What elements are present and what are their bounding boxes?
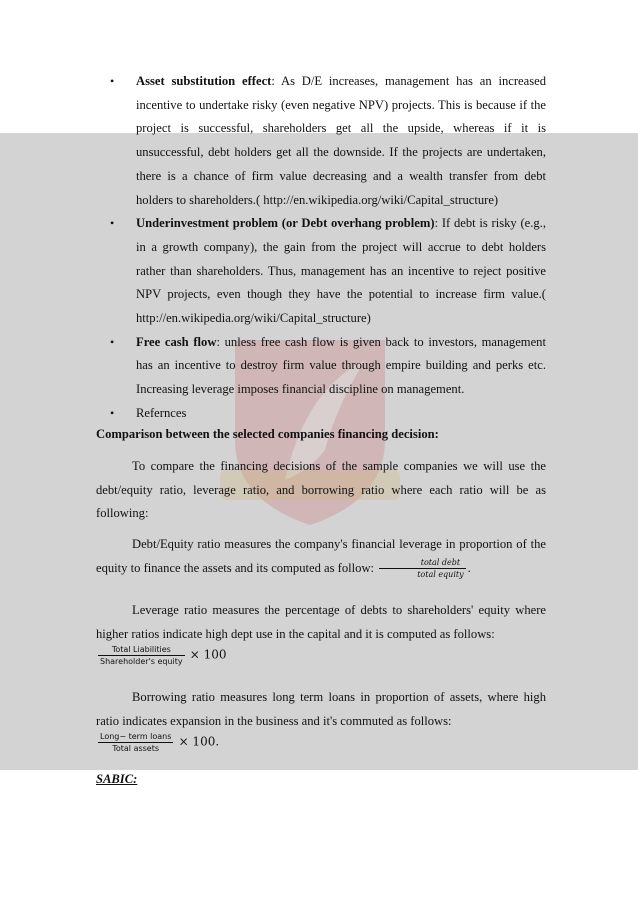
bullet-text: : If debt is risky (e.g., in a growth company), the gain from the project will accrue to debt holders rather than shareholders. Thus, management has an incentive to reject positive NPV projects, even though they have the potential to increase firm value.( http://en.wikipedia.org/wiki/Capital_structure) [136, 216, 546, 326]
borrowing-formula [96, 731, 219, 754]
leverage-multiplier: × 100 [189, 647, 227, 662]
de-ratio-paragraph [96, 533, 546, 580]
de-ratio-numerator: total debt [379, 557, 465, 569]
list-item [96, 212, 546, 331]
bullet-list [96, 70, 546, 426]
bullet-icon: • [110, 74, 115, 88]
leverage-fraction [98, 644, 185, 667]
bullet-label: Free cash flow [136, 334, 217, 349]
leverage-numerator: Total Liabilities [98, 644, 185, 656]
bullet-label: Asset substitution effect [136, 74, 272, 88]
de-ratio-end: . [467, 560, 471, 575]
bullet-text: : unless free cash flow is given back to investors, management has an incentive to destroy firm value through empire building and perks etc. Increasing leverage imposes financial discipline on management. [136, 334, 546, 397]
leverage-denominator: Shareholder's equity [100, 657, 183, 666]
bullet-icon: • [110, 216, 115, 231]
section-heading: Comparison between the selected companies financing decision: [96, 427, 439, 441]
bullet-text: Refernces [136, 405, 187, 420]
list-item [96, 402, 546, 426]
borrowing-numerator: Long− term loans [100, 732, 172, 741]
list-item [96, 70, 546, 212]
bullet-label: Underinvestment problem (or Debt overhang problem) [136, 216, 435, 231]
intro-paragraph: To compare the financing decisions of the sample companies we will use the debt/equity ratio, leverage ratio, and borrowing ratio where each ratio will be as following: [96, 459, 546, 521]
borrowing-paragraph: Borrowing ratio measures long term loans in proportion of assets, where high ratio indicates expansion in the business and it's commuted as follows: [96, 690, 546, 728]
leverage-paragraph: Leverage ratio measures the percentage of debts to shareholders' equity where higher ratios indicate high dept use in the capital and it is computed as follows: [96, 603, 546, 641]
list-item [96, 331, 546, 402]
de-ratio-text: Debt/Equity ratio measures the company's financial leverage in proportion of the equity to finance the assets and its computed as follow: [96, 537, 546, 575]
leverage-formula [96, 644, 227, 667]
bullet-text: : As D/E increases, management has an increased incentive to undertake risky (even negative NPV) projects. This is because if the project is successful, shareholders get all the upside, whereas if it is unsuccessful, debt holders get all the downside. If the projects are undertaken, there is a chance of firm value decreasing and a wealth transfer from debt holders to shareholders.( http://en.wikipedia.org/wiki/Capital_structure) [136, 74, 546, 207]
de-ratio-denominator: total equity [417, 570, 464, 580]
de-ratio-formula [379, 557, 465, 580]
borrowing-denominator: Total assets [112, 744, 160, 753]
sabic-heading: SABIC: [96, 772, 138, 786]
bullet-icon: • [110, 405, 115, 420]
borrowing-fraction [98, 731, 173, 754]
bullet-icon: • [110, 334, 115, 349]
borrowing-multiplier: × 100. [178, 734, 220, 749]
